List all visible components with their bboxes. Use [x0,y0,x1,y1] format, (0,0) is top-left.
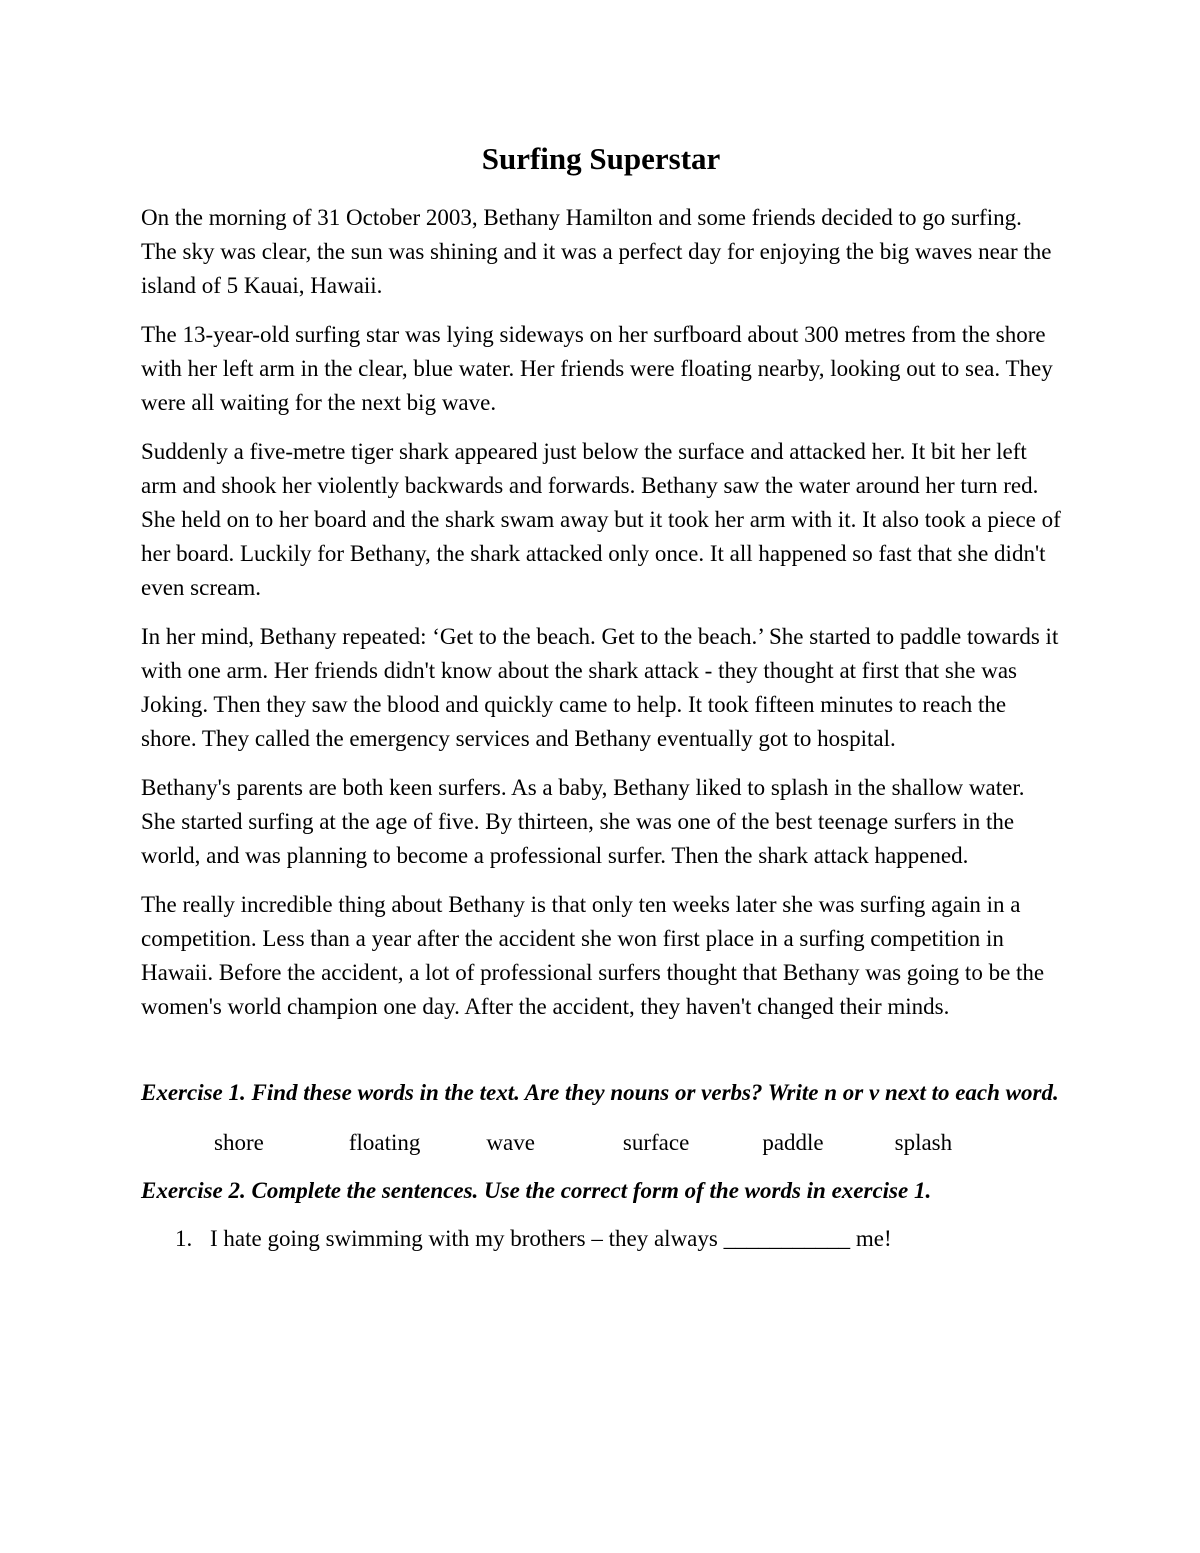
document-page [141,140,1061,1256]
sentence-number: 1. [175,1226,193,1252]
paragraph-3: Suddenly a five-metre tiger shark appeared just below the surface and attacked her. It bit her left arm and shook her violently backwards and forwards. Bethany saw the water around her turn red. She held on to her board and the shark swam away but it took her arm with it. It also took a piece of her board. Luckily for Bethany, the shark attacked only once. It all happened so fast that she didn't even scream. [141,439,1061,601]
word-paddle: paddle [762,1130,824,1156]
exercise-2-instruction: Exercise 2. Complete the sentences. Use the correct form of the words in exercise 1. [141,1178,932,1204]
word-wave: wave [486,1130,535,1156]
exercise-1-word-list [141,1126,1061,1160]
word-floating: floating [348,1130,421,1156]
word-splash: splash [894,1130,953,1156]
exercise-1-instruction: Exercise 1. Find these words in the text. Are they nouns or verbs? Write n or v next to each word. [141,1080,1059,1106]
sentence-text: I hate going swimming with my brothers – they always ___________ me! [210,1226,892,1252]
paragraph-4: In her mind, Bethany repeated: ‘Get to the beach. Get to the beach.’ She started to paddle towards it with one arm. Her friends didn't know about the shark attack - they thought at first that she was Joking. Then they saw the blood and quickly came to help. It took fifteen minutes to reach the shore. They called the emergency services and Bethany eventually got to hospital. [141,624,1059,752]
word-surface: surface [622,1130,690,1156]
page-title: Surfing Superstar [481,141,721,176]
paragraph-2: The 13-year-old surfing star was lying sideways on her surfboard about 300 metres from the shore with her left arm in the clear, blue water. Her friends were floating nearby, looking out to sea. They were all waiting for the next big wave. [141,322,1053,416]
exercise-2-sentence-list [141,1222,1061,1256]
paragraph-6: The really incredible thing about Bethany is that only ten weeks later she was surfing again in a competition. Less than a year after the accident she won first place in a surfing competition in Hawaii. Before the accident, a lot of professional surfers thought that Bethany was going to be the women's world champion one day. After the accident, they haven't changed their minds. [141,892,1045,1020]
word-shore: shore [214,1130,264,1156]
sentence-item [175,1222,1061,1256]
paragraph-5: Bethany's parents are both keen surfers. As a baby, Bethany liked to splash in the shallow water. She started surfing at the age of five. By thirteen, she was one of the best teenage surfers in the world, and was planning to become a professional surfer. Then the shark attack happened. [141,775,1025,869]
paragraph-1: On the morning of 31 October 2003, Bethany Hamilton and some friends decided to go surfing. The sky was clear, the sun was shining and it was a perfect day for enjoying the big waves near the island of 5 Kauai, Hawaii. [141,205,1052,299]
